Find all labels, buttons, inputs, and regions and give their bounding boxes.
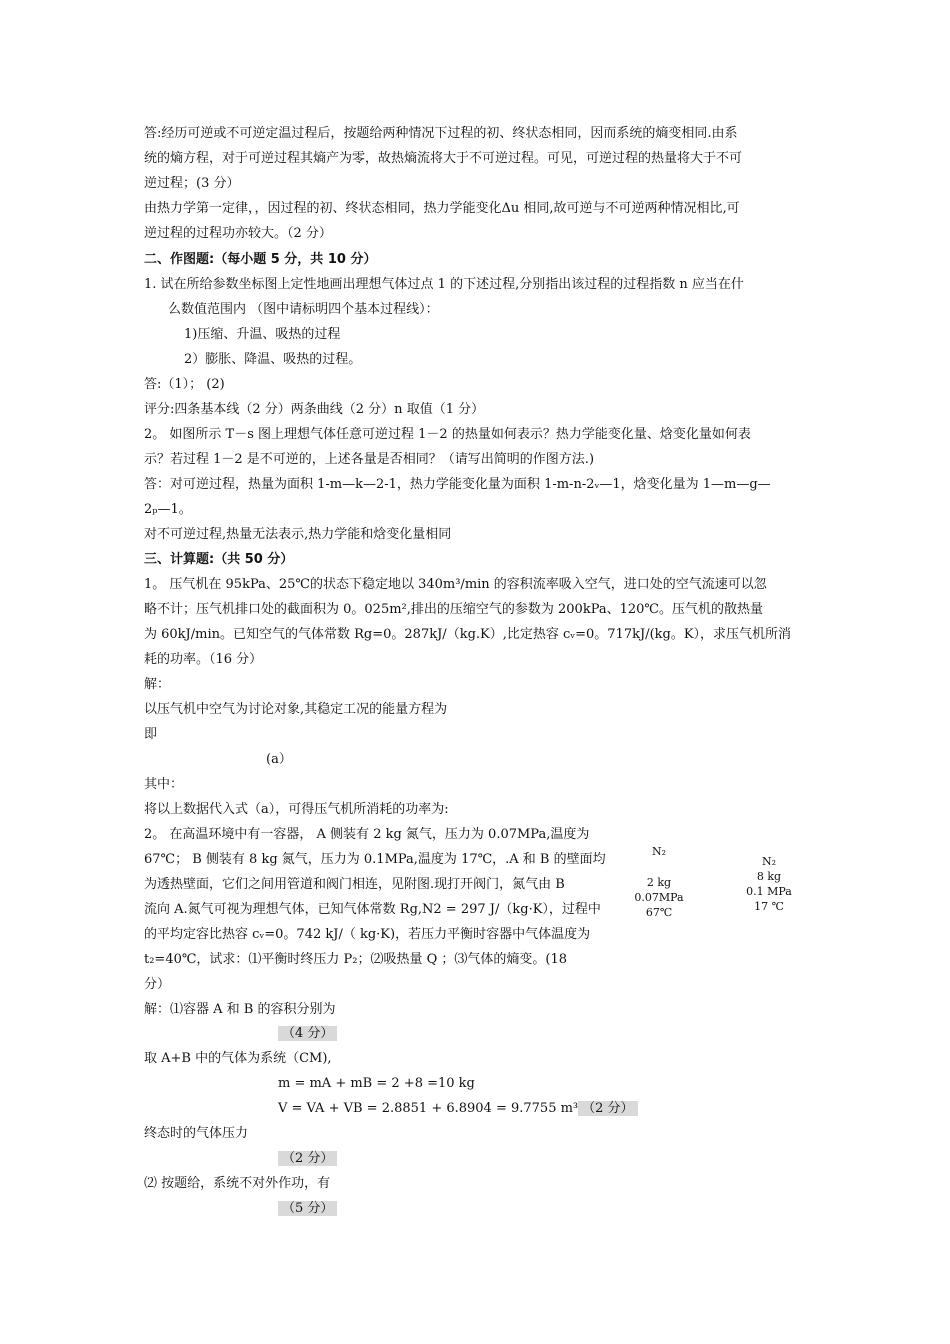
equation-line: m = mA + mB = 2 +8 =10 kg — [278, 1076, 475, 1091]
solution-line: 其中： — [144, 777, 184, 792]
equation-label: (a） — [266, 752, 292, 767]
problem-line: 2。 在高温环境中有一容器， A 侧装有 2 kg 氮气，压力为 0.07MPa,温度为 — [144, 827, 590, 842]
text-line: 答:经历可逆或不可逆定温过程后，按题给两种情况下过程的初、终状态相同，因而系统的熵变相同.由系 — [144, 126, 738, 141]
solution-line: 即 — [144, 727, 158, 742]
pressure-label: 0.07MPa — [634, 891, 684, 904]
score-tag: （5 分） — [278, 1201, 337, 1216]
problem-line: 分） — [144, 977, 171, 992]
problem-line: 略不计；压气机排口处的截面积为 0。025m²,排出的压缩空气的参数为 200kPa、120℃。压气机的散热量 — [144, 602, 763, 617]
problem-line: 耗的功率。（16 分） — [144, 652, 263, 667]
gas-label: N₂ — [761, 855, 777, 868]
text-line: 逆过程的过程功亦较大。（2 分） — [144, 226, 332, 241]
question-item: 1)压缩、升温、吸热的过程 — [184, 327, 341, 342]
gas-label: N₂ — [651, 845, 667, 858]
mass-label: 8 kg — [756, 870, 782, 883]
solution-line: 解：⑴容器 A 和 B 的容积分别为 — [144, 1002, 336, 1017]
score-tag: （2 分） — [278, 1151, 337, 1166]
problem-line: 为透热壁面，它们之间用管道和阀门相连，见附图.现打开阀门，氮气由 B — [144, 877, 565, 892]
question-line: 1. 试在所给参数坐标图上定性地画出理想气体过点 1 的下述过程,分别指出该过程的过程指数 n 应当在什 — [144, 277, 744, 292]
section-heading: 二、作图题:（每小题 5 分，共 10 分） — [144, 252, 377, 267]
score-tag: （2 分） — [578, 1101, 637, 1116]
answer-line: 对不可逆过程,热量无法表示,热力学能和焓变化量相同 — [144, 527, 452, 542]
temperature-label: 67℃ — [645, 906, 673, 919]
answer-line: 答：对可逆过程，热量为面积 1-m—k—2-1，热力学能变化量为面积 1-m-n-2ᵥ—1，焓变化量为 1—m—g— — [144, 477, 771, 492]
section-heading: 三、计算题:（共 50 分） — [144, 552, 294, 567]
container-a-label — [634, 844, 684, 920]
question-line: 么数值范围内 （图中请标明四个基本过程线）： — [168, 302, 439, 317]
question-item: 2）膨胀、降温、吸热的过程。 — [184, 352, 362, 367]
problem-line: 67℃； B 侧装有 8 kg 氮气，压力为 0.1MPa,温度为 17℃，.A 和 B 的壁面均 — [144, 852, 606, 867]
answer-line: 2ₚ—1。 — [144, 502, 192, 517]
problem-line: 1。 压气机在 95kPa、25℃的状态下稳定地以 340m³/min 的容积流率吸入空气，进口处的空气流速可以忽 — [144, 577, 767, 592]
solution-line: 终态时的气体压力 — [144, 1126, 249, 1141]
score-tag: （4 分） — [278, 1026, 337, 1041]
solution-line: 取 A+B 中的气体为系统（CM), — [144, 1051, 332, 1066]
solution-line: 将以上数据代入式（a），可得压气机所消耗的功率为: — [144, 802, 449, 817]
mass-label: 2 kg — [646, 876, 672, 889]
problem-line: t₂=40℃，试求：⑴平衡时终压力 P₂；⑵吸热量 Q ；⑶气体的熵变。(18 — [144, 952, 568, 967]
temperature-label: 17 ℃ — [754, 900, 784, 913]
solution-line: 以压气机中空气为讨论对象,其稳定工况的能量方程为 — [144, 702, 448, 717]
answer-line: 答:（1）； (2) — [144, 377, 225, 392]
pressure-label: 0.1 MPa — [746, 885, 792, 898]
container-b-label — [740, 854, 798, 914]
equation-line: V = VA + VB = 2.8851 + 6.8904 = 9.7755 m³ — [278, 1101, 579, 1116]
problem-line: 为 60kJ/min。已知空气的气体常数 Rg=0。287kJ/（kg.K）,比定热容 cᵥ=0。717kJ/(kg。K），求压气机所消 — [144, 627, 792, 642]
problem-line: 的平均定容比热容 cᵥ=0。742 kJ/（ kg·K)，若压力平衡时容器中气体温度为 — [144, 927, 591, 942]
question-line: 2。 如图所示 T－s 图上理想气体任意可逆过程 1－2 的热量如何表示？热力学能变化量、焓变化量如何表 — [144, 427, 751, 442]
question-line: 示？若过程 1－2 是不可逆的，上述各量是否相同？（请写出简明的作图方法.) — [144, 452, 595, 467]
text-line: 由热力学第一定律，，因过程的初、终状态相同，热力学能变化Δu 相同,故可逆与不可逆两种情况相比,可 — [144, 201, 740, 216]
score-line: 评分:四条基本线（2 分）两条曲线（2 分）n 取值（1 分） — [144, 402, 485, 417]
problem-line: 流向 A.氮气可视为理想气体，已知气体常数 Rg,N2 = 297 J/（kg·K），过程中 — [144, 902, 601, 917]
text-line: 逆过程；(3 分） — [144, 176, 240, 191]
text-line: 统的熵方程，对于可逆过程其熵产为零，故热熵流将大于不可逆过程。可见，可逆过程的热量将大于不可 — [144, 151, 743, 166]
solution-label: 解： — [144, 677, 171, 692]
solution-line: ⑵ 按题给，系统不对外作功，有 — [144, 1176, 331, 1191]
